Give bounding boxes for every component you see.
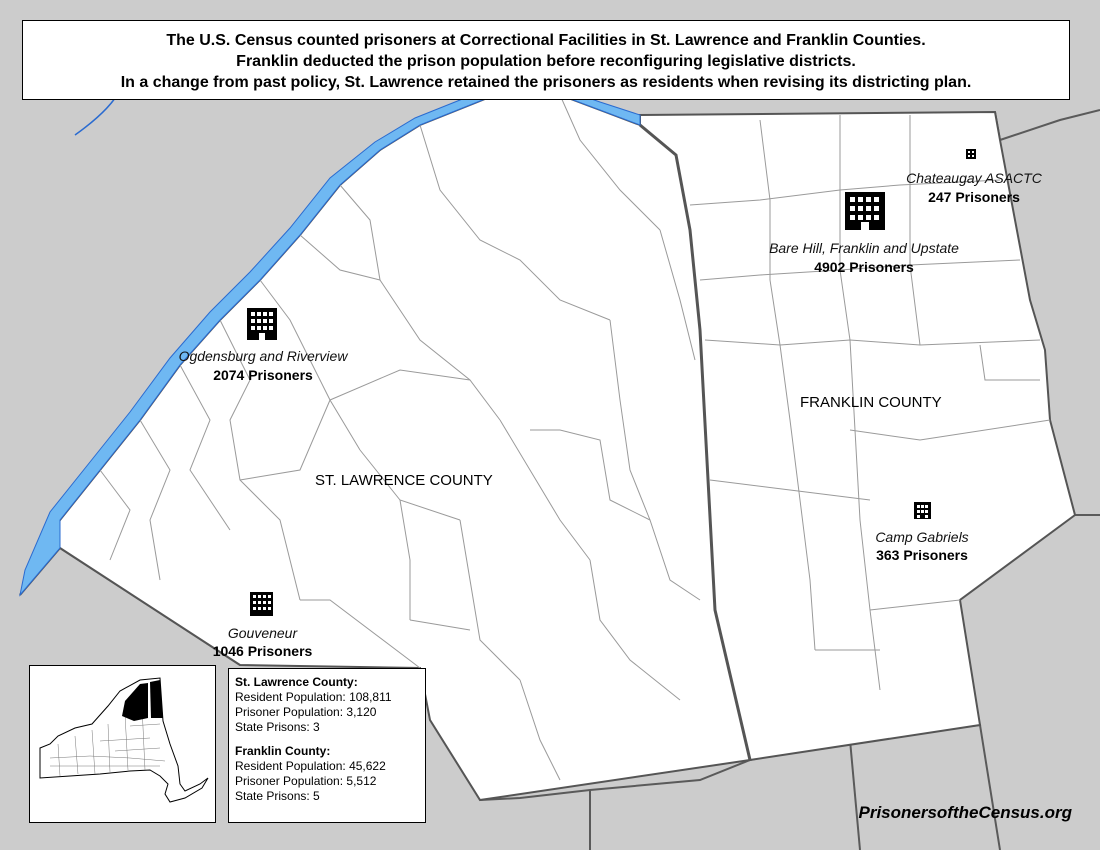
map-title [22, 20, 1070, 100]
stats-st-lawrence-prisoner: Prisoner Population: 3,120 [235, 705, 377, 719]
facility-name: Gouveneur [227, 625, 298, 641]
facility-name: Camp Gabriels [875, 529, 969, 545]
county-stats-box [228, 668, 426, 823]
highlighted-counties [150, 680, 163, 718]
franklin-county-label: FRANKLIN COUNTY [800, 394, 942, 411]
title-line-3: In a change from past policy, St. Lawrence retained the prisoners as residents when revising its districting plan. [120, 74, 972, 91]
facility-name: Bare Hill, Franklin and Upstate [769, 240, 959, 256]
stats-spacer [235, 735, 425, 744]
prison-building-icon [250, 592, 273, 616]
title-line-1: The U.S. Census counted prisoners at Correctional Facilities in St. Lawrence and Franklin Counties. [166, 32, 926, 49]
new-york-state-outline [30, 666, 215, 822]
facility-name: Ogdensburg and Riverview [178, 348, 348, 364]
stats-franklin-prisoner: Prisoner Population: 5,512 [235, 774, 377, 788]
facility-count: 1046 Prisoners [212, 643, 313, 659]
new-york-state-shape [40, 678, 208, 802]
stats-franklin-prisons: State Prisons: 5 [235, 789, 320, 803]
prison-building-icon [914, 502, 931, 519]
brand-credit: PrisonersoftheCensus.org [858, 803, 1072, 822]
stats-st-lawrence-heading: St. Lawrence County: [235, 675, 358, 689]
st-lawrence-county-label: ST. LAWRENCE COUNTY [315, 472, 493, 489]
stats-st-lawrence-prisons: State Prisons: 3 [235, 720, 320, 734]
stats-franklin-heading: Franklin County: [235, 744, 331, 758]
prison-building-icon [247, 308, 277, 340]
stats-franklin-resident: Resident Population: 45,622 [235, 759, 386, 773]
facility-count: 2074 Prisoners [213, 367, 313, 383]
facility-count: 4902 Prisoners [814, 259, 914, 275]
prison-building-icon [966, 149, 976, 159]
new-york-inset-map [29, 665, 216, 823]
facility-count: 363 Prisoners [876, 547, 968, 563]
title-line-2: Franklin deducted the prison population before reconfiguring legislative districts. [236, 53, 856, 70]
stats-st-lawrence-resident: Resident Population: 108,811 [235, 690, 392, 704]
facility-name: Chateaugay ASACTC [906, 170, 1042, 186]
facility-count: 247 Prisoners [928, 189, 1020, 205]
prison-building-icon [845, 192, 885, 230]
